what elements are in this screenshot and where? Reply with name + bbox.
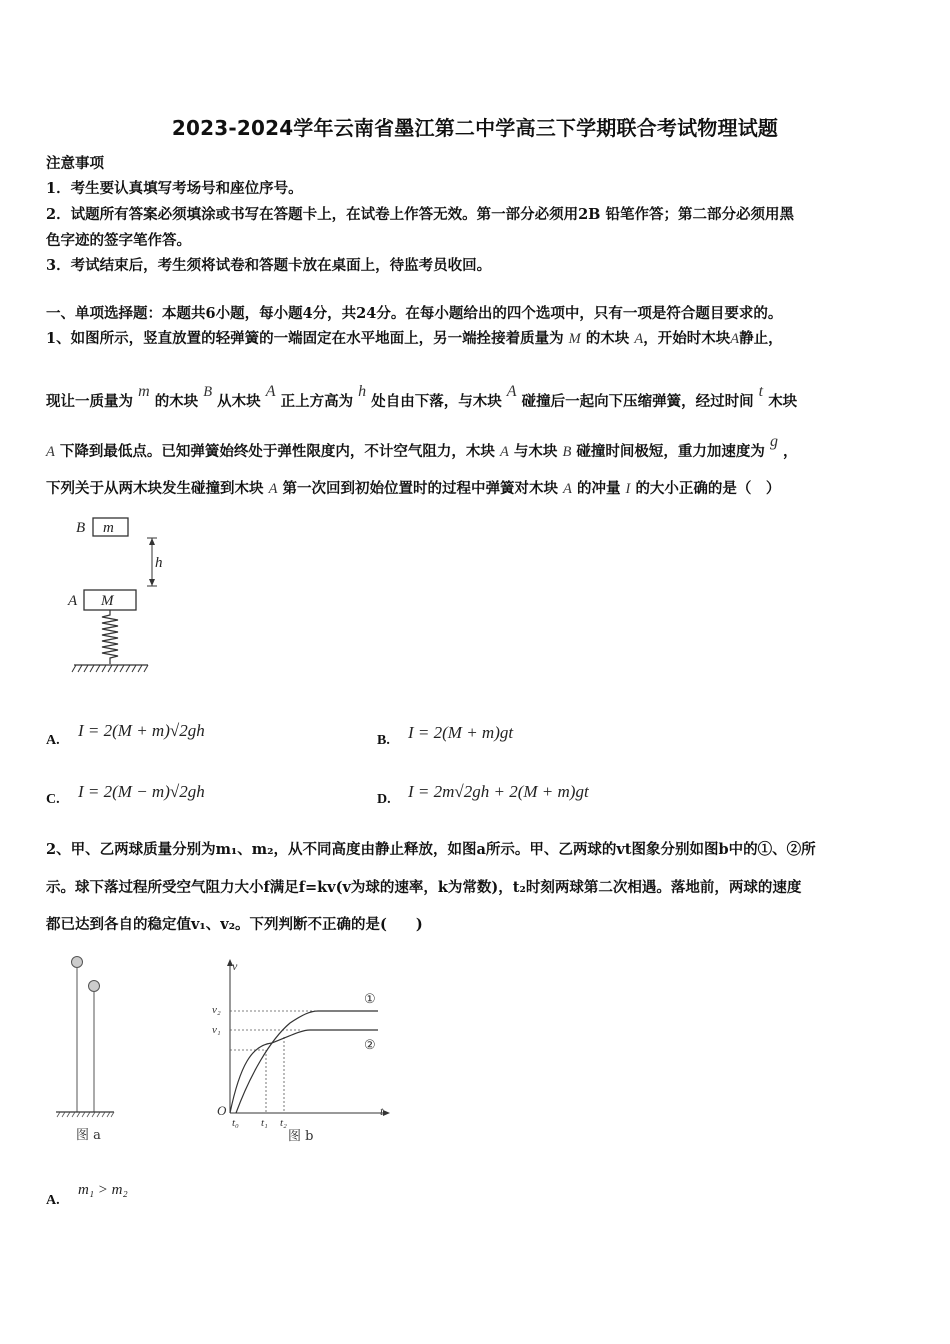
label-A: A (68, 593, 78, 609)
v2-label: v₂ (212, 1004, 221, 1016)
curve-2-marker: ② (364, 1038, 376, 1053)
svg-text:t₂: t₂ (280, 1117, 287, 1129)
ground-hatching (72, 665, 148, 672)
svg-text:t₀: t₀ (232, 1117, 239, 1129)
height-arrow-down (149, 579, 155, 586)
svg-text:v: v (232, 959, 238, 973)
q1-option-a-label[interactable]: A. (46, 733, 60, 748)
figure-a (52, 952, 122, 1147)
curve-1 (236, 1011, 378, 1113)
q1-option-d-label[interactable]: D. (377, 792, 391, 807)
ball-2 (89, 981, 100, 992)
figure-b-caption: 图 b (288, 1129, 314, 1144)
page-title: 2023-2024学年云南省墨江第二中学高三下学期联合考试物理试题 (171, 116, 779, 140)
q2-line-2: 示。球下落过程所受空气阻力大小f满足f=kv(v为球的速率，k为常数)，t₂时刻两球第二次相遇。落地前，两球的速度 (46, 879, 802, 896)
notice-item: 色字迹的签字笔作答。 (46, 232, 191, 249)
q2-line-1: 2、甲、乙两球质量分别为m₁、m₂，从不同高度由静止释放，如图a所示。甲、乙两球的vt图象分别如图b中的①、②所 (46, 841, 816, 858)
q1-option-b-label[interactable]: B. (377, 733, 390, 748)
notice-item: 3．考试结束后，考生须将试卷和答题卡放在桌面上，待监考员收回。 (46, 257, 492, 274)
q1-line-1: 1、如图所示，竖直放置的轻弹簧的一端固定在水平地面上，另一端拴接着质量为 M 的木块 A，开始时木块A静止， (46, 330, 783, 347)
figure-b-vt-graph (210, 955, 395, 1145)
figure-a-caption: 图 a (76, 1128, 101, 1143)
q1-option-c-formula: I = 2(M − m)√2gh (78, 782, 205, 801)
label-M: M (101, 593, 114, 609)
svg-text:O: O (217, 1103, 227, 1118)
v1-label: v₁ (212, 1024, 221, 1036)
q1-option-d-formula: I = 2m√2gh + 2(M + m)gt (408, 782, 589, 801)
svg-text:t: t (380, 1104, 384, 1118)
curve-2 (230, 1030, 378, 1113)
label-h: h (155, 555, 163, 571)
ball-1 (72, 957, 83, 968)
section-header: 一、单项选择题：本题共6小题，每小题4分，共24分。在每小题给出的四个选项中，只有一项是符合题目要求的。 (46, 305, 783, 322)
label-m: m (103, 520, 114, 536)
notice-item: 1．考生要认真填写考场号和座位序号。 (46, 180, 303, 197)
spring (102, 610, 118, 664)
q1-line-3: A 下降到最低点。已知弹簧始终处于弹性限度内，不计空气阻力，木块 A 与木块 B 碰撞时间极短，重力加速度为 g ， (46, 433, 798, 460)
q2-option-a-formula: m₁ > m₂ (78, 1182, 128, 1198)
q1-option-a-formula: I = 2(M + m)√2gh (78, 721, 205, 740)
q1-option-b-formula: I = 2(M + m)gt (408, 723, 514, 742)
spring-block-figure (66, 512, 166, 682)
curve-1-marker: ① (364, 992, 376, 1007)
q1-line-4: 下列关于从两木块发生碰撞到木块 A 第一次回到初始位置时的过程中弹簧对木块 A 的冲量 I 的大小正确的是（ ） (46, 480, 781, 497)
q1-option-c-label[interactable]: C. (46, 792, 60, 807)
notice-item: 2．试题所有答案必须填涂或书写在答题卡上，在试卷上作答无效。第一部分必须用2B 铅笔作答；第二部分必须用黑 (46, 206, 794, 223)
svg-text:t₁: t₁ (261, 1117, 268, 1129)
label-B: B (76, 520, 86, 536)
q2-option-a-label[interactable]: A. (46, 1193, 60, 1208)
q1-line-2: 现让一质量为 m 的木块 B 从木块 A 正上方高为 h 处自由下落，与木块 A 碰撞后一起向下压缩弹簧，经过时间 t 木块 (46, 383, 798, 410)
height-arrow-up (149, 538, 155, 545)
notice-heading: 注意事项 (46, 155, 104, 172)
q2-line-3: 都已达到各自的稳定值v₁、v₂。下列判断不正确的是( ) (46, 916, 423, 933)
